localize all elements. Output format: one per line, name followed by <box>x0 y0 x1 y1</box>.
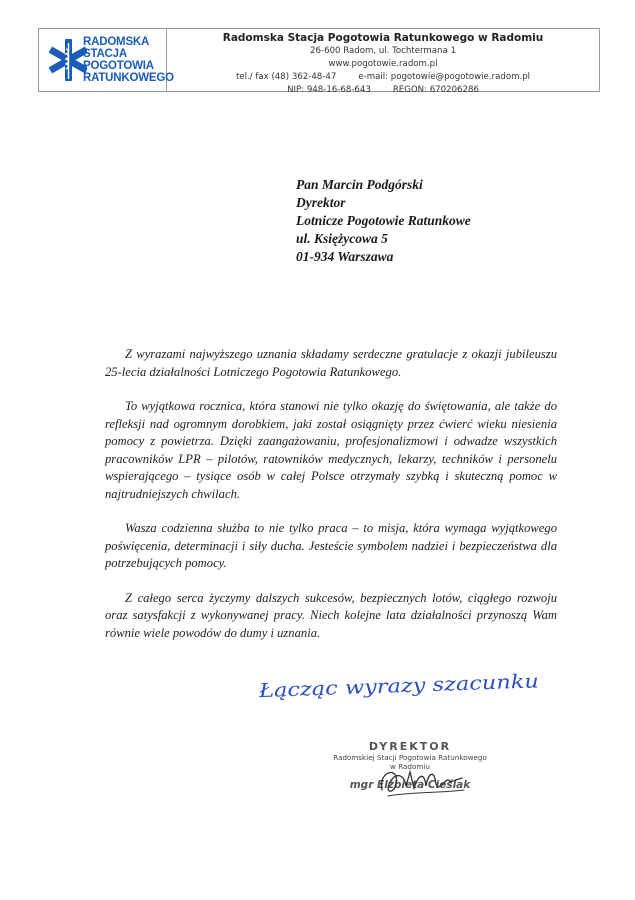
signature-name: mgr Elżbieta Cieślak <box>349 779 471 791</box>
registry-row <box>167 84 599 97</box>
recipient-street: ul. Księżycowa 5 <box>296 231 388 246</box>
organization-phone: tel./ fax (48) 362-48-47 <box>235 72 337 82</box>
recipient-name: Pan Marcin Podgórski <box>296 177 423 192</box>
body-paragraph: Z wyrazami najwyższego uznania składamy serdeczne gratulacje z okazji jubileuszu 25-lecia działalności Lotniczego Pogotowia Ratunkowego. <box>105 347 557 379</box>
logo <box>39 29 174 91</box>
signature-org-line: w Radomiu <box>390 762 430 771</box>
signature-org-line: Radomskiej Stacji Pogotowia Ratunkowego <box>333 753 487 762</box>
recipient-title: Dyrektor <box>296 195 346 210</box>
organization-info <box>167 29 599 97</box>
recipient-organization: Lotnicze Pogotowie Ratunkowe <box>296 213 471 228</box>
recipient-address <box>296 176 471 266</box>
logo-line: POGOTOWIA <box>83 60 154 72</box>
logo-line: STACJA <box>83 48 127 60</box>
letterhead <box>38 28 600 95</box>
organization-address: 26-600 Radom, ul. Tochtermana 1 <box>310 46 456 56</box>
signature-title: DYREKTOR <box>368 740 452 753</box>
organization-name: Radomska Stacja Pogotowia Ratunkowego w Radomiu <box>222 32 544 44</box>
star-of-life-icon <box>49 35 87 85</box>
logo-line: RADOMSKA <box>83 36 150 48</box>
handwritten-closing <box>255 664 555 714</box>
body-paragraph: Wasza codzienna służba to nie tylko praca – to misja, która wymaga wyjątkowego poświęcenia, determinacji i siły ducha. Jesteście symbolem nadziei i bezpieczeństwa dla potrzebujących pomocy. <box>105 521 557 570</box>
logo-text <box>83 36 174 84</box>
organization-regon: REGON: 670206286 <box>392 85 479 95</box>
organization-email: e-mail: pogotowie@pogotowie.radom.pl <box>358 72 531 82</box>
contact-row <box>167 71 599 84</box>
body-paragraph: Z całego serca życzymy dalszych sukcesów, bezpiecznych lotów, ciągłego rozwoju oraz satysfakcji z wykonywanej pracy. Niech kolejne lata działalności przynoszą Wam równie wiele powodów do dumy i uznania. <box>105 590 557 640</box>
organization-nip: NIP: 948-16-68-643 <box>287 85 371 95</box>
organization-website: www.pogotowie.radom.pl <box>328 59 438 69</box>
logo-line: RATUNKOWEGO <box>83 72 174 84</box>
letter-body <box>105 346 557 659</box>
body-paragraph: To wyjątkowa rocznica, która stanowi nie tylko okazję do świętowania, ale także do refleksji nad ogromnym dorobkiem, jaki został osiągnięty przez ćwierć wieku niesienia pomocy z powietrza. Dzięki zaangażowaniu, profesjonalizmowi i odwadze wszystkich pracowników LPR – pilotów, ratowników medycznych, lekarzy, techników i personelu wspierającego – tysiące osób w całej Polsce otrzymały szybką i skuteczną pomoc w najtrudniejszych chwilach. <box>105 399 557 501</box>
closing-text: Łącząc wyrazy szacunku <box>258 671 497 703</box>
recipient-city: 01-934 Warszawa <box>296 249 394 264</box>
signature-scribble <box>370 760 470 802</box>
